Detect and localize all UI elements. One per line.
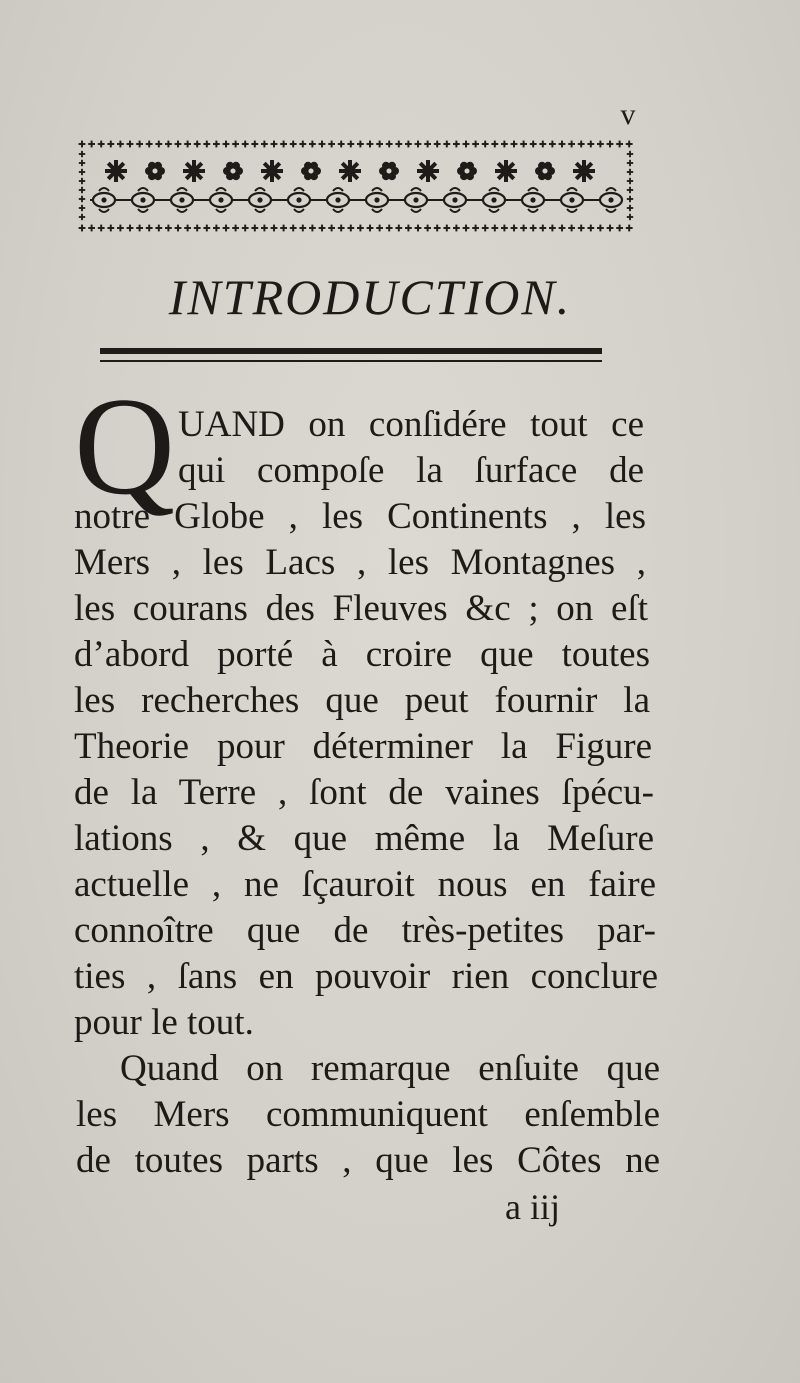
text-line-15: Quand on remarque enſuite que (120, 1048, 660, 1089)
text-line-5: les courans des Fleuves &c ; on eſt (74, 588, 648, 629)
title-rule-thick (100, 348, 602, 354)
line-1-rest: on conſidére tout ce (284, 404, 644, 445)
text-line-16: les Mers communiquent enſemble (76, 1094, 660, 1135)
ornamental-headpiece (76, 138, 636, 234)
title-rule-thin (100, 360, 602, 362)
text-line-11: actuelle , ne ſçauroit nous en faire (74, 864, 656, 905)
text-line-7: les recherches que peut fournir la (74, 680, 650, 721)
text-line-14: pour le tout. (74, 1002, 254, 1043)
text-line-8: Theorie pour déterminer la Figure (74, 726, 652, 767)
text-line-6: d’abord porté à croire que toutes (74, 634, 650, 675)
text-line-1 (178, 402, 644, 448)
text-line-13: ties , ſans en pouvoir rien conclure (74, 956, 658, 997)
chapter-title: INTRODUCTION. (168, 269, 572, 325)
page-number: v (620, 98, 636, 131)
text-line-12: connoître que de très-petites par- (74, 910, 656, 951)
text-line-10: lations , & que même la Meſure (74, 818, 654, 859)
text-line-17: de toutes parts , que les Côtes ne (76, 1140, 660, 1181)
text-line-2: qui compoſe la ſurface de (178, 450, 644, 491)
text-line-4: Mers , les Lacs , les Montagnes , (74, 542, 646, 583)
signature-mark: a iij (505, 1187, 560, 1227)
text-line-9: de la Terre , ſont de vaines ſpécu- (74, 772, 654, 813)
text-line-3: notre Globe , les Continents , les (74, 496, 646, 537)
opening-small-caps: UAND (178, 404, 285, 445)
drop-cap: Q (74, 369, 176, 524)
